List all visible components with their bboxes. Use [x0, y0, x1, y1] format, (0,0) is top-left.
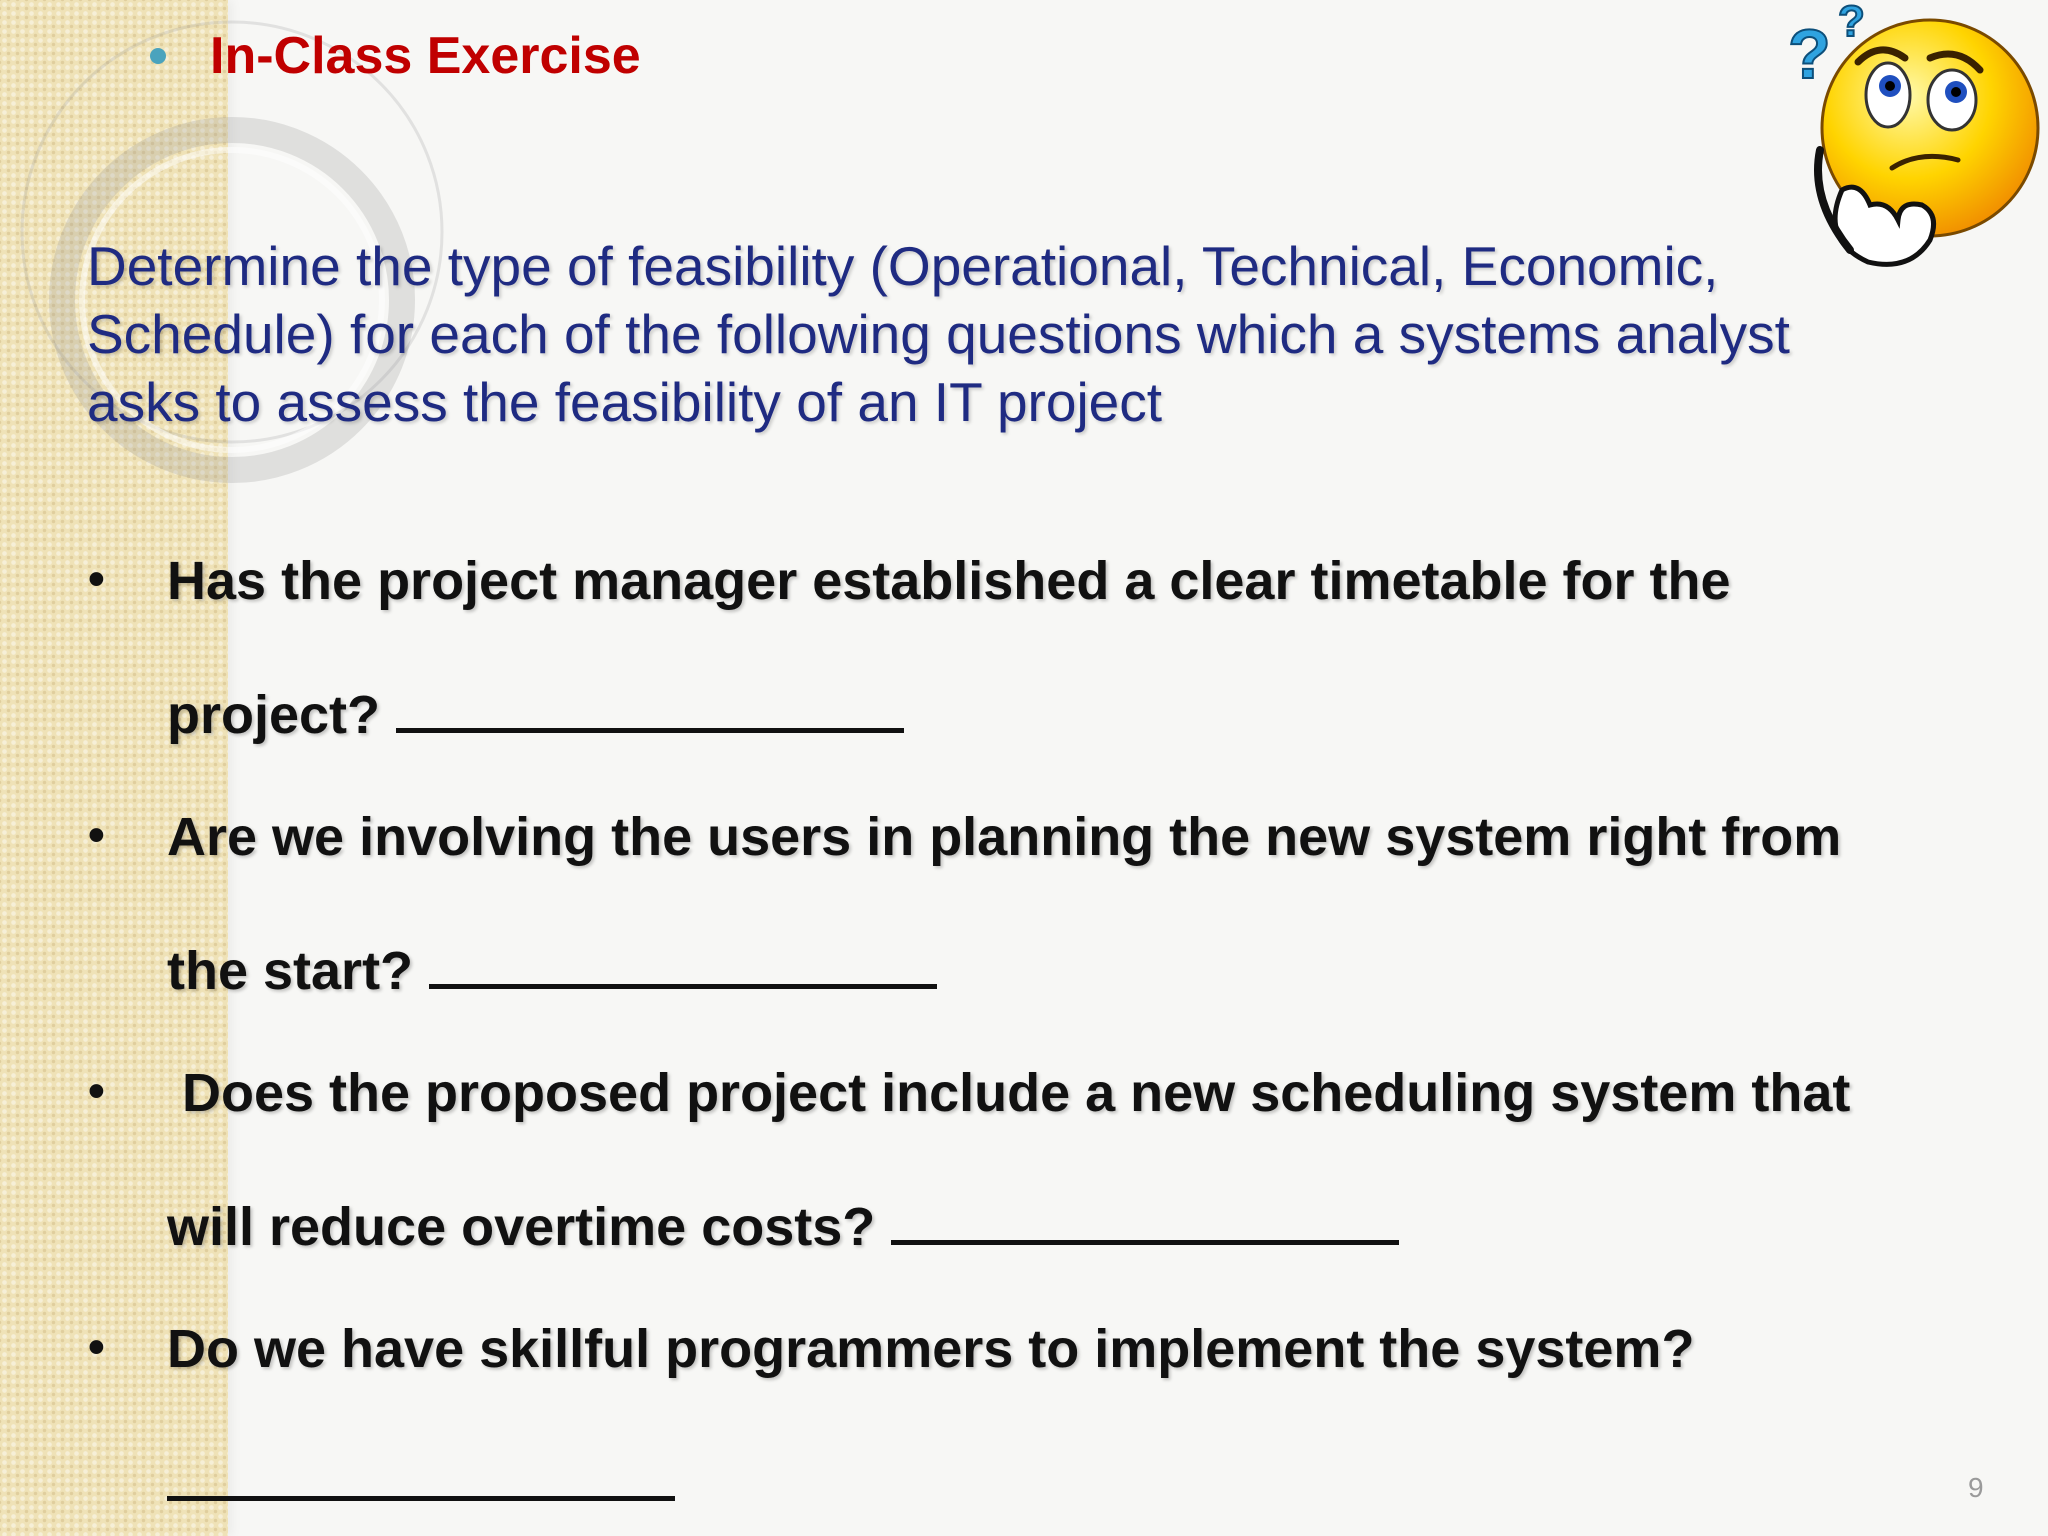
bullet-icon: • [88, 809, 105, 862]
svg-text:?: ? [1838, 0, 1865, 46]
answer-blank [167, 1446, 675, 1501]
bullet-icon: • [88, 1321, 105, 1374]
question-line-1: Has the project manager established a clear timetable for the [167, 551, 1731, 611]
question-line-2 [167, 678, 904, 746]
page-number: 9 [1968, 1472, 1984, 1503]
question-line-2-text: project? [167, 685, 381, 745]
question-line-2 [167, 1190, 1399, 1258]
answer-blank [396, 678, 904, 733]
thinking-face-question-icon [1780, 0, 2048, 290]
slide-title: In-Class Exercise [210, 27, 641, 85]
title-row [150, 26, 641, 86]
question-line-2 [167, 934, 937, 1002]
answer-blank [429, 934, 937, 989]
bullet-icon: • [88, 553, 105, 606]
question-line-2-text: will reduce overtime costs? [167, 1197, 876, 1257]
question-line-1: Do we have skillful programmers to implement the system? [167, 1319, 1695, 1379]
question-line-2-text: the start? [167, 941, 414, 1001]
question-line-2 [167, 1446, 675, 1514]
title-bullet-icon [150, 48, 166, 64]
bullet-icon: • [88, 1065, 105, 1118]
side-decorative-band [0, 0, 228, 1536]
intro-paragraph: Determine the type of feasibility (Operational, Technical, Economic, Schedule) for each of the following questions which a systems analyst asks to assess the feasibility of an IT project [87, 235, 1790, 433]
answer-blank [891, 1190, 1399, 1245]
question-line-1: Does the proposed project include a new scheduling system that [167, 1063, 1851, 1123]
svg-text:?: ? [1788, 15, 1831, 93]
question-line-1: Are we involving the users in planning the new system right from [167, 807, 1842, 867]
